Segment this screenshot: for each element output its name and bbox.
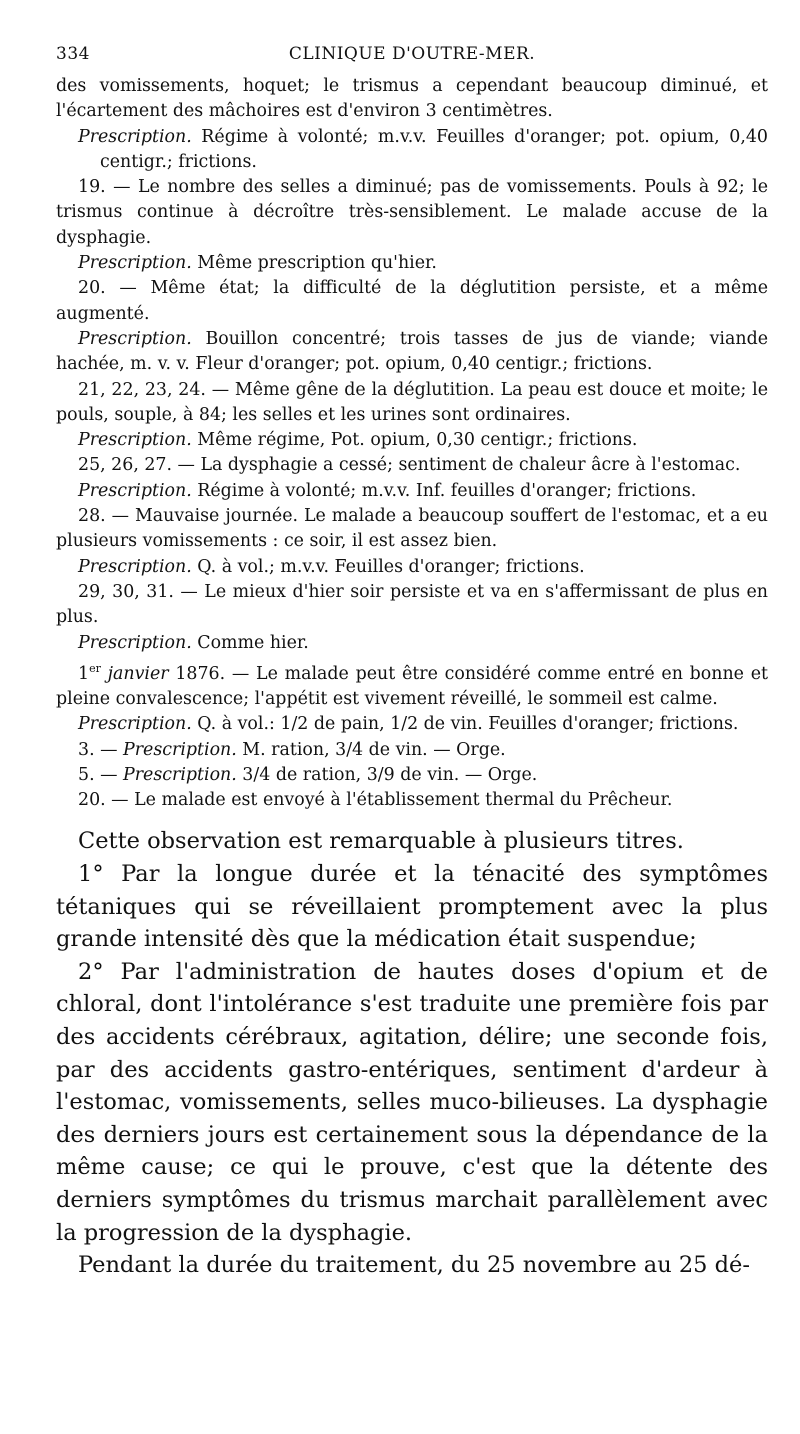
day-number: 1	[78, 663, 90, 684]
prescription-line	[56, 125, 768, 176]
prescription-line	[56, 251, 768, 276]
prescription-text: Bouillon concentré; trois tasses de jus de viande; viande hachée, m. v. v. Fleur d'oranger; pot. opium, 0,40 centigr.; frictions.	[56, 328, 768, 375]
prescription-text: Régime à volonté; m.v.v. Inf. feuilles d'oranger; frictions.	[191, 480, 697, 501]
note-paragraph: des vomissements, hoquet; le trismus a cependant beaucoup diminué, et l'écartement des mâchoires est d'environ 3 centimètres.	[56, 76, 768, 122]
day-text: 1876. — Le malade peut être considéré comme entré en bonne et pleine convalescence; l'appétit est vivement réveillé, le sommeil est calme.	[56, 663, 769, 709]
prescription-text: Q. à vol.; m.v.v. Feuilles d'oranger; frictions.	[191, 556, 585, 577]
prescription-line	[56, 555, 768, 580]
day-entry	[56, 656, 768, 712]
prescription-label: Prescription.	[123, 764, 237, 785]
day-entry	[56, 738, 768, 763]
prescription-text: M. ration, 3/4 de vin. — Orge.	[236, 739, 506, 760]
day-entry: 19. — Le nombre des selles a diminué; pas de vomissements. Pouls à 92; le trismus continue à décroître très-sensiblement. Le malade accuse de la dysphagie.	[56, 177, 768, 248]
prescription-label: Prescription.	[78, 126, 192, 147]
month-label: janvier	[100, 663, 169, 684]
prescription-text: Comme hier.	[191, 632, 309, 653]
clinical-notes	[56, 74, 768, 813]
prescription-label: Prescription.	[78, 714, 192, 735]
day-entry	[56, 763, 768, 788]
day-prefix: 3. —	[78, 739, 124, 760]
prescription-text: Même prescription qu'hier.	[191, 253, 437, 274]
commentary-point: 1° Par la longue durée et la ténacité des symptômes tétaniques qui se réveillaient promptement avec la plus grande intensité dès que la médication était suspendue;	[56, 861, 768, 953]
commentary-point: 2° Par l'administration de hautes doses d'opium et de chloral, dont l'intolérance s'est traduite une première fois par des accidents cérébraux, agitation, délire; une seconde fois, par des accidents gastro-entériques, sentiment d'ardeur à l'estomac, vomissements, selles muco-bilieuses. La dysphagie des derniers jours est certainement sous la dépendance de la même cause; ce qui le prouve, c'est que la détente des derniers symptômes du trismus marchait parallèlement avec la progression de la dysphagie.	[56, 958, 768, 1246]
prescription-line	[56, 631, 768, 656]
prescription-label: Prescription.	[78, 328, 192, 349]
prescription-label: Prescription.	[78, 556, 192, 577]
page-number: 334	[56, 44, 90, 64]
running-title: CLINIQUE D'OUTRE-MER.	[288, 44, 536, 64]
prescription-line	[56, 479, 768, 504]
ordinal-suffix: er	[89, 661, 101, 675]
prescription-line	[56, 712, 768, 737]
commentary-closing: Pendant la durée du traitement, du 25 novembre au 25 dé-	[78, 1252, 750, 1279]
prescription-text: Même régime, Pot. opium, 0,30 centigr.; frictions.	[191, 430, 638, 451]
day-entry: 21, 22, 23, 24. — Même gêne de la déglutition. La peau est douce et moite; le pouls, souple, à 84; les selles et les urines sont ordinaires.	[56, 379, 768, 425]
prescription-text: Q. à vol.: 1/2 de pain, 1/2 de vin. Feuilles d'oranger; frictions.	[191, 714, 739, 735]
prescription-text: Régime à volonté; m.v.v. Feuilles d'oranger; pot. opium, 0,40 centigr.; frictions.	[100, 126, 768, 172]
day-entry: 28. — Mauvaise journée. Le malade a beaucoup souffert de l'estomac, et a eu plusieurs vomissements : ce soir, il est assez bien.	[56, 506, 768, 552]
prescription-line	[56, 327, 768, 378]
page-header	[56, 44, 768, 74]
day-entry: 29, 30, 31. — Le mieux d'hier soir persiste et va en s'affermissant de plus en plus.	[56, 581, 768, 628]
day-prefix: 5. —	[78, 764, 124, 785]
day-entry: 20. — Même état; la difficulté de la déglutition persiste, et a même augmenté.	[56, 278, 768, 324]
commentary	[56, 825, 768, 1281]
prescription-label: Prescription.	[78, 480, 192, 501]
prescription-text: 3/4 de ration, 3/9 de vin. — Orge.	[236, 764, 538, 785]
day-entry: 20. — Le malade est envoyé à l'établissement thermal du Prêcheur.	[78, 790, 673, 811]
prescription-label: Prescription.	[78, 253, 192, 274]
prescription-label: Prescription.	[123, 739, 237, 760]
commentary-intro: Cette observation est remarquable à plusieurs titres.	[78, 828, 684, 855]
prescription-label: Prescription.	[78, 632, 192, 653]
prescription-line	[56, 428, 768, 453]
day-entry: 25, 26, 27. — La dysphagie a cessé; sentiment de chaleur âcre à l'estomac.	[78, 455, 741, 476]
page	[56, 44, 768, 1282]
prescription-label: Prescription.	[78, 430, 192, 451]
